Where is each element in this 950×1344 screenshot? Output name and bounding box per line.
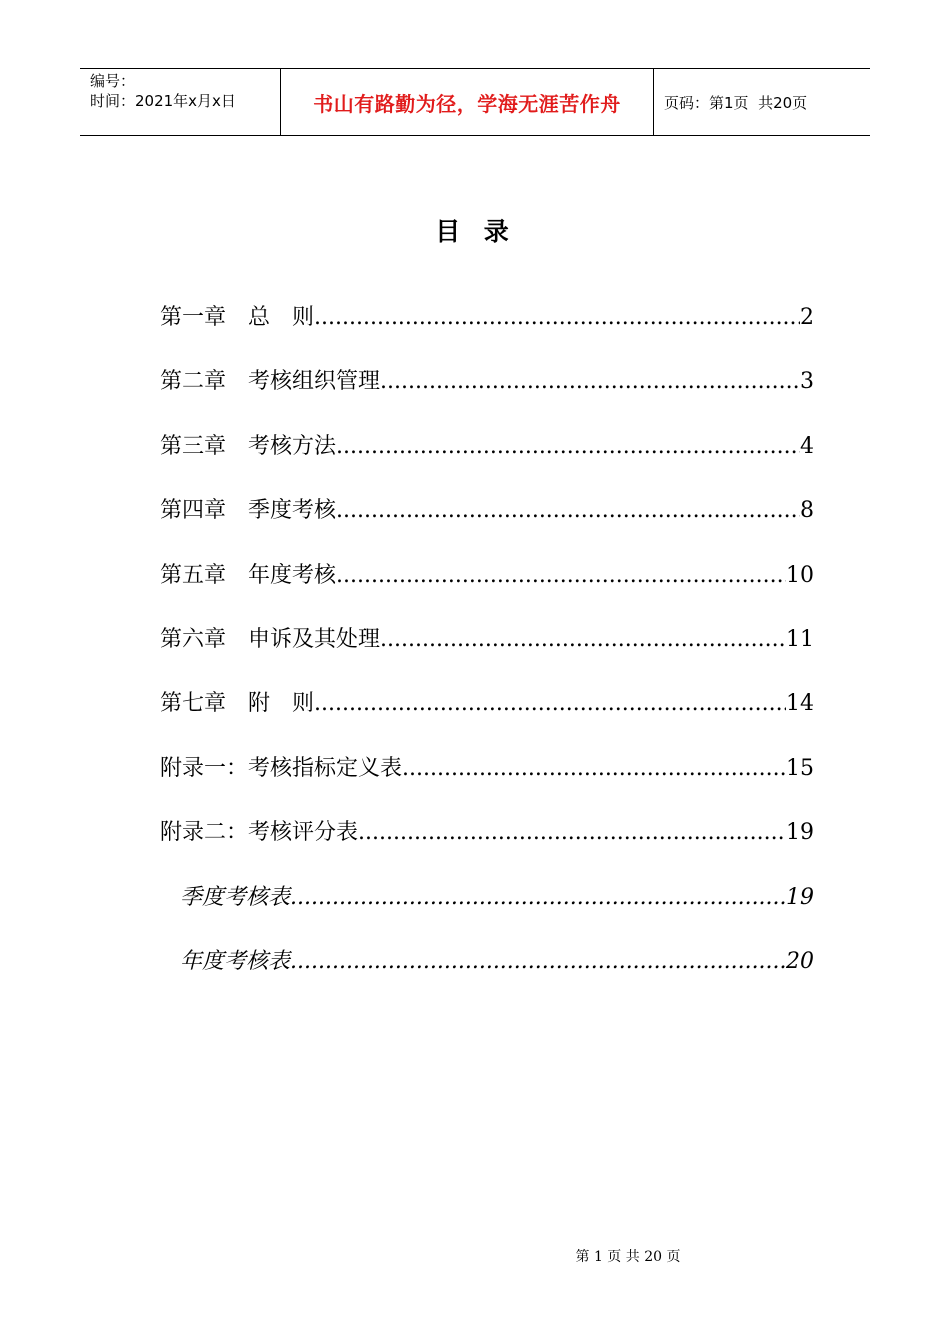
header-page-info: 页码：第1页 共20页 [664, 93, 808, 112]
toc-entry[interactable] [160, 815, 814, 879]
toc-leader-dots [336, 429, 800, 465]
toc-entry-label: 第二章 考核组织管理 [160, 369, 381, 395]
toc-entry[interactable] [160, 558, 814, 622]
page-footer: 第 1 页 共 20 页 [575, 1249, 681, 1265]
header-meta-cell [80, 69, 281, 135]
toc-entry-page: 15 [786, 755, 814, 781]
toc-entry[interactable] [160, 364, 814, 428]
toc-entry[interactable] [160, 493, 814, 557]
toc-subentry[interactable] [160, 880, 814, 944]
toc-entry-page: 10 [786, 562, 814, 588]
toc-entry-page: 14 [786, 691, 814, 717]
document-header [80, 68, 870, 136]
toc-entry-label: 第一章 总 则 [160, 305, 315, 330]
header-motto-cell [281, 69, 654, 135]
toc-leader-dots [336, 493, 800, 529]
toc-entry-label: 附录二：考核评分表 [160, 820, 359, 846]
toc-entry-page: 19 [786, 820, 814, 846]
toc-leader-dots [380, 622, 786, 658]
toc-leader-dots [314, 300, 800, 336]
toc-leader-dots [314, 686, 786, 722]
toc-entry[interactable] [160, 751, 814, 815]
toc-entry-label: 附录一：考核指标定义表 [160, 755, 403, 781]
toc-entry-page: 4 [800, 433, 814, 459]
document-date: 时间：2021年x月x日 [90, 92, 236, 110]
document-number: 编号： [90, 72, 136, 90]
toc-entry-page: 11 [786, 626, 814, 652]
toc-entry-label: 第七章 附 则 [160, 691, 315, 717]
toc-entry[interactable] [160, 686, 814, 750]
toc-entry-label: 第五章 年度考核 [160, 562, 337, 588]
toc-entry-page: 19 [786, 884, 814, 910]
toc-leader-dots [358, 815, 786, 851]
table-of-contents [160, 300, 814, 1008]
toc-leader-dots [336, 558, 786, 594]
toc-leader-dots [290, 880, 786, 916]
toc-leader-dots [402, 751, 786, 787]
toc-leader-dots [290, 944, 786, 980]
toc-entry[interactable] [160, 300, 814, 364]
toc-entry-page: 2 [800, 305, 814, 330]
toc-entry[interactable] [160, 622, 814, 686]
toc-entry-label: 第三章 考核方法 [160, 433, 337, 459]
motto-text: 书山有路勤为径，学海无涯苦作舟 [313, 91, 621, 116]
toc-entry-page: 3 [800, 369, 814, 395]
toc-entry-page: 20 [786, 948, 814, 974]
toc-entry-label: 季度考核表 [180, 884, 291, 910]
toc-leader-dots [380, 364, 800, 400]
toc-entry-label: 第四章 季度考核 [160, 498, 337, 524]
toc-entry-page: 8 [800, 498, 814, 524]
toc-entry-label: 第六章 申诉及其处理 [160, 626, 381, 652]
toc-subentry[interactable] [160, 944, 814, 1008]
toc-title: 目 录 [435, 217, 511, 246]
toc-entry[interactable] [160, 429, 814, 493]
toc-entry-label: 年度考核表 [180, 948, 291, 974]
